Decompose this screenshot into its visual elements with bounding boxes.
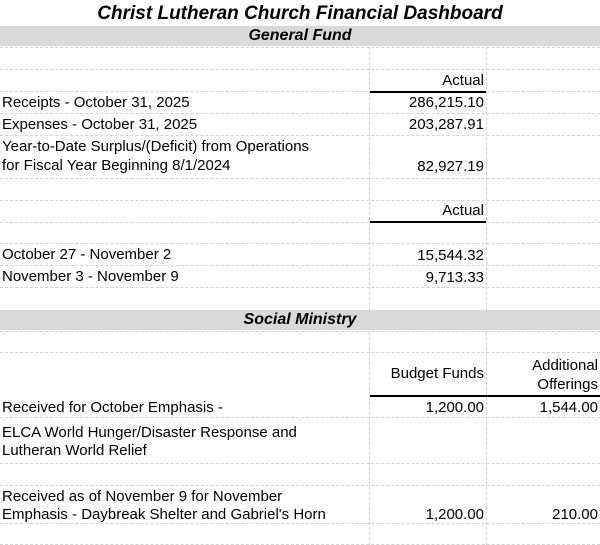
october-emphasis-label: Received for October Emphasis - (2, 399, 223, 416)
week-2-label: November 3 - November 9 (2, 268, 179, 285)
november-emphasis-label-line-2: Emphasis - Daybreak Shelter and Gabriel's Horn (2, 506, 326, 523)
grid-line (0, 222, 600, 223)
budget-funds-column-header: Budget Funds (390, 365, 484, 382)
october-additional-value: 1,544.00 (539, 399, 598, 416)
grid-line (0, 287, 600, 288)
surplus-label-line-2: for Fiscal Year Beginning 8/1/2024 (2, 157, 231, 174)
grid-line (0, 463, 600, 464)
grid-line (486, 47, 487, 545)
grid-line (0, 47, 600, 48)
november-additional-value: 210.00 (552, 506, 598, 523)
page-title: Christ Lutheran Church Financial Dashboard (97, 3, 503, 24)
header-underline (370, 395, 600, 397)
grid-line (0, 417, 600, 418)
november-emphasis-label-line-1: Received as of November 9 for November (2, 488, 283, 505)
grid-line (0, 135, 600, 136)
weekly-actual-column-header: Actual (442, 202, 484, 219)
week-2-value: 9,713.33 (425, 269, 484, 286)
grid-line (0, 485, 600, 486)
receipts-value: 286,215.10 (408, 94, 484, 111)
grid-line (0, 265, 600, 266)
surplus-value: 82,927.19 (417, 158, 484, 175)
october-emphasis-description-line-1: ELCA World Hunger/Disaster Response and (2, 424, 297, 441)
october-emphasis-description-line-2: Lutheran World Relief (2, 442, 147, 459)
social-ministry-header: Social Ministry (0, 310, 600, 330)
expenses-value: 203,287.91 (408, 116, 484, 133)
general-fund-header: General Fund (0, 26, 600, 46)
week-1-value: 15,544.32 (417, 247, 484, 264)
grid-line (0, 200, 600, 201)
actual-column-header: Actual (442, 72, 484, 89)
additional-offerings-header-line-2: Offerings (537, 376, 598, 393)
grid-line (0, 352, 600, 353)
grid-line (0, 243, 600, 244)
grid-line (0, 113, 600, 114)
grid-line (0, 178, 600, 179)
grid-line (0, 69, 600, 70)
november-budget-value: 1,200.00 (425, 506, 484, 523)
additional-offerings-header-line-1: Additional (532, 357, 598, 374)
surplus-label-line-1: Year-to-Date Surplus/(Deficit) from Operations (2, 138, 310, 155)
expenses-label: Expenses - October 31, 2025 (2, 116, 198, 133)
grid-line (0, 331, 600, 332)
header-underline (370, 221, 486, 223)
october-budget-value: 1,200.00 (425, 399, 484, 416)
grid-line (0, 91, 600, 92)
receipts-label: Receipts - October 31, 2025 (2, 94, 190, 111)
week-1-label: October 27 - November 2 (2, 246, 172, 263)
